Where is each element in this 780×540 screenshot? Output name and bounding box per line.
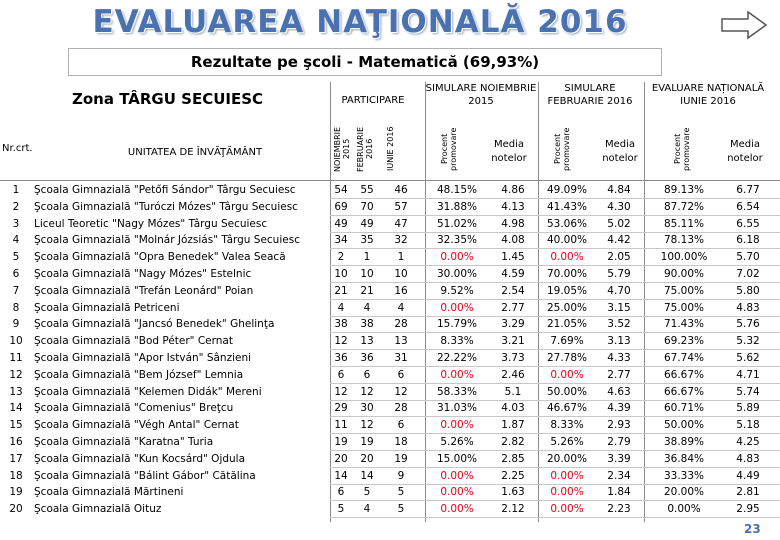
header-februarie: FEBRUARIE 2016 [356,126,374,172]
cell-pr3: 78.13% [663,234,705,247]
cell-p2: 14 [360,469,374,482]
cell-pr3: 60.71% [663,402,705,415]
cell-p1: 2 [337,251,345,264]
header-noiembrie: NOIEMBRIE 2015 [333,126,351,172]
cell-pr3: 20.00% [663,486,705,499]
cell-p3: 10 [394,267,408,280]
cell-m3: 6.18 [736,234,760,247]
cell-school: Şcoala Gimnazială "Végh Antal" Cernat [34,419,239,432]
cell-nr: 19 [9,486,23,499]
cell-m3: 2.81 [736,486,760,499]
cell-nr: 20 [9,503,23,516]
cell-m2: 4.70 [607,284,631,297]
table-row [0,333,780,350]
cell-p1: 4 [337,301,345,314]
cell-nr: 5 [12,251,20,264]
cell-p3: 32 [394,234,408,247]
cell-m2: 3.15 [607,301,631,314]
cell-pr3: 66.67% [663,368,705,381]
cell-m3: 4.83 [736,452,760,465]
table-row [0,283,780,300]
cell-m1: 2.12 [501,503,525,516]
cell-pr3: 100.00% [660,251,708,264]
cell-p2: 49 [360,217,374,230]
cell-school: Şcoala Gimnazială "Karatna" Turia [34,435,214,448]
cell-pr3: 75.00% [663,284,705,297]
cell-m2: 4.33 [607,351,631,364]
cell-p1: 54 [334,184,348,196]
cell-p2: 19 [360,435,374,448]
cell-nr: 11 [9,351,23,364]
table-row [0,300,780,317]
cell-m1: 4.86 [501,184,525,196]
cell-pr3: 50.00% [663,419,705,432]
cell-p2: 55 [360,184,374,196]
cell-m1: 1.45 [501,251,525,264]
cell-p1: 6 [337,486,345,499]
cell-pr3: 33.33% [663,469,705,482]
header-simulare-februarie: SIMULARE FEBRUARIE 2016 [547,83,633,107]
cell-school: Şcoala Gimnazială "Jancsó Benedek" Ghelinţa [34,318,275,331]
cell-p3: 13 [394,335,408,348]
cell-pr1: 0.00% [440,419,474,432]
cell-p3: 1 [397,251,405,264]
cell-m3: 4.49 [736,469,760,482]
cell-m1: 2.46 [501,368,525,381]
cell-m1: 3.21 [501,335,525,348]
cell-m2: 5.02 [607,217,631,230]
cell-nr: 9 [12,318,20,331]
cell-p1: 36 [334,351,348,364]
cell-m2: 2.23 [607,503,631,516]
cell-m1: 2.54 [501,284,525,297]
cell-pr1: 15.79% [436,318,478,331]
cell-school: Şcoala Gimnazială "Turóczi Mózes" Târgu Secuiesc [34,200,298,213]
row-divider [330,517,780,518]
cell-school: Şcoala Gimnazială "Kelemen Didák" Mereni [34,385,262,398]
cell-pr2: 0.00% [550,251,584,264]
cell-pr2: 0.00% [550,368,584,381]
cell-p1: 10 [334,267,348,280]
cell-school: Şcoala Gimnazială "Comenius" Breţcu [34,402,234,415]
table-row [0,417,780,434]
cell-school: Şcoala Gimnazială "Molnár Józsiás" Târgu Secuiesc [34,234,300,247]
cell-m3: 5.80 [736,284,760,297]
cell-nr: 16 [9,435,23,448]
cell-pr3: 71.43% [663,318,705,331]
cell-p1: 11 [334,419,348,432]
cell-m1: 1.87 [501,419,525,432]
cell-p3: 5 [397,486,405,499]
cell-m2: 5.79 [607,267,631,280]
cell-pr3: 38.89% [663,435,705,448]
cell-m3: 4.83 [736,301,760,314]
cell-p2: 4 [363,301,371,314]
cell-p3: 28 [394,402,408,415]
cell-p2: 6 [363,368,371,381]
cell-p3: 9 [397,469,405,482]
table-row [0,182,780,199]
cell-school: Şcoala Gimnazială "Bem József" Lemnia [34,368,244,381]
cell-m1: 4.59 [501,267,525,280]
cell-nr: 3 [12,217,20,230]
cell-nr: 14 [9,402,23,415]
cell-p1: 21 [334,284,348,297]
cell-nr: 1 [12,184,20,196]
cell-p1: 20 [334,452,348,465]
cell-pr1: 31.03% [436,402,478,415]
cell-m1: 4.98 [501,217,525,230]
cell-m3: 5.74 [736,385,760,398]
cell-pr1: 32.35% [436,234,478,247]
cell-p2: 38 [360,318,374,331]
cell-pr2: 46.67% [546,402,588,415]
cell-m3: 5.32 [736,335,760,348]
cell-m2: 3.13 [607,335,631,348]
table-row [0,199,780,216]
cell-pr1: 30.00% [436,267,478,280]
cell-pr2: 21.05% [546,318,588,331]
cell-pr3: 67.74% [663,351,705,364]
cell-m1: 4.08 [501,234,525,247]
cell-pr3: 36.84% [663,452,705,465]
cell-p3: 6 [397,419,405,432]
header-evaluare-nationala: EVALUARE NAȚIONALĂ IUNIE 2016 [651,83,765,107]
cell-school: Şcoala Gimnazială "Bod Péter" Cernat [34,335,233,348]
cell-nr: 15 [9,419,23,432]
cell-m3: 6.55 [736,217,760,230]
cell-pr1: 0.00% [440,301,474,314]
cell-pr2: 25.00% [546,301,588,314]
cell-pr2: 19.05% [546,284,588,297]
cell-pr1: 8.33% [440,335,474,348]
cell-pr1: 48.15% [436,184,478,196]
results-table [0,182,780,518]
cell-pr1: 31.88% [436,200,478,213]
header-nr-crt: Nr.crt. [2,143,33,154]
cell-school: Liceul Teoretic "Nagy Mózes" Târgu Secuiesc [34,217,268,230]
cell-p3: 19 [394,452,408,465]
cell-m1: 5.1 [504,385,522,398]
cell-pr2: 0.00% [550,503,584,516]
cell-p3: 57 [394,200,408,213]
cell-m2: 2.77 [607,368,631,381]
cell-nr: 12 [9,368,23,381]
cell-pr2: 53.06% [546,217,588,230]
next-arrow-icon[interactable] [720,10,768,40]
cell-p1: 29 [334,402,348,415]
cell-p1: 34 [334,234,348,247]
cell-p1: 49 [334,217,348,230]
cell-school: Şcoala Gimnazială "Apor István" Sânzieni [34,351,252,364]
cell-m3: 5.76 [736,318,760,331]
cell-p3: 28 [394,318,408,331]
page-title: EVALUAREA NAŢIONALĂ 2016 [92,4,628,40]
cell-m1: 4.03 [501,402,525,415]
cell-m2: 4.84 [607,184,631,196]
cell-p1: 5 [337,503,345,516]
cell-pr2: 40.00% [546,234,588,247]
cell-p2: 70 [360,200,374,213]
cell-p2: 12 [360,385,374,398]
table-row [0,468,780,485]
cell-pr3: 75.00% [663,301,705,314]
cell-pr2: 5.26% [550,435,584,448]
cell-p2: 35 [360,234,374,247]
cell-p1: 12 [334,335,348,348]
cell-p1: 12 [334,385,348,398]
cell-pr1: 0.00% [440,251,474,264]
cell-m1: 2.77 [501,301,525,314]
cell-pr1: 0.00% [440,368,474,381]
cell-nr: 18 [9,469,23,482]
cell-nr: 17 [9,452,23,465]
cell-m3: 5.70 [736,251,760,264]
cell-p3: 46 [394,184,408,196]
cell-p1: 6 [337,368,345,381]
header-procent-2: Procent promovare [553,127,571,171]
header-procent-1: Procent promovare [440,127,458,171]
cell-m3: 5.89 [736,402,760,415]
cell-p2: 20 [360,452,374,465]
cell-m2: 1.84 [607,486,631,499]
cell-pr1: 15.00% [436,452,478,465]
cell-m3: 4.71 [736,368,760,381]
cell-pr2: 7.69% [550,335,584,348]
cell-p2: 13 [360,335,374,348]
cell-p2: 30 [360,402,374,415]
cell-nr: 13 [9,385,23,398]
cell-p3: 12 [394,385,408,398]
table-row [0,434,780,451]
cell-p3: 4 [397,301,405,314]
cell-pr2: 41.43% [546,200,588,213]
header-procent-3: Procent promovare [673,127,691,171]
table-row [0,350,780,367]
cell-m3: 5.18 [736,419,760,432]
cell-m1: 2.82 [501,435,525,448]
cell-pr1: 0.00% [440,486,474,499]
cell-pr2: 27.78% [546,351,588,364]
cell-school: Şcoala Gimnazială Petriceni [34,301,180,314]
cell-m2: 2.93 [607,419,631,432]
table-row [0,216,780,233]
cell-pr2: 20.00% [546,452,588,465]
cell-pr2: 70.00% [546,267,588,280]
cell-pr1: 9.52% [440,284,474,297]
cell-m3: 2.95 [736,503,760,516]
table-row [0,451,780,468]
cell-school: Şcoala Gimnazială "Nagy Mózes" Estelnic [34,267,252,280]
cell-school: Şcoala Gimnazială Oituz [34,503,162,516]
cell-p3: 5 [397,503,405,516]
cell-pr1: 22.22% [436,351,478,364]
cell-m2: 4.42 [607,234,631,247]
cell-nr: 8 [12,301,20,314]
cell-m3: 7.02 [736,267,760,280]
cell-m3: 6.77 [736,184,760,196]
cell-m3: 5.62 [736,351,760,364]
cell-nr: 6 [12,267,20,280]
cell-nr: 10 [9,335,23,348]
cell-p2: 10 [360,267,374,280]
cell-m2: 4.39 [607,402,631,415]
cell-p1: 14 [334,469,348,482]
cell-pr3: 66.67% [663,385,705,398]
cell-pr1: 0.00% [440,469,474,482]
cell-school: Şcoala Gimnazială "Opra Benedek" Valea Seacă [34,251,286,264]
cell-p3: 18 [394,435,408,448]
cell-m2: 2.79 [607,435,631,448]
cell-p1: 38 [334,318,348,331]
cell-school: Şcoala Gimnazială "Petőfi Sándor" Târgu Secuiesc [34,184,296,196]
table-row [0,266,780,283]
cell-p3: 6 [397,368,405,381]
cell-pr2: 0.00% [550,486,584,499]
cell-pr3: 87.72% [663,200,705,213]
cell-p3: 47 [394,217,408,230]
cell-m1: 2.85 [501,452,525,465]
cell-m2: 2.05 [607,251,631,264]
cell-p2: 4 [363,503,371,516]
table-row [0,400,780,417]
cell-m2: 4.30 [607,200,631,213]
table-row [0,249,780,266]
cell-m1: 3.73 [501,351,525,364]
cell-p3: 16 [394,284,408,297]
cell-pr2: 50.00% [546,385,588,398]
cell-pr2: 49.09% [546,184,588,196]
cell-pr3: 85.11% [663,217,705,230]
header-divider [0,180,780,181]
cell-pr1: 51.02% [436,217,478,230]
cell-pr2: 0.00% [550,469,584,482]
cell-p2: 36 [360,351,374,364]
cell-school: Şcoala Gimnazială "Trefán Leonárd" Poian [34,284,254,297]
table-row [0,384,780,401]
cell-p2: 21 [360,284,374,297]
cell-p2: 5 [363,486,371,499]
cell-nr: 2 [12,200,20,213]
cell-pr3: 69.23% [663,335,705,348]
cell-m1: 2.25 [501,469,525,482]
header-simulare-noiembrie: SIMULARE NOIEMBRIE 2015 [425,83,537,107]
cell-m2: 2.34 [607,469,631,482]
header-media-2: Media notelor [602,139,638,164]
table-row [0,232,780,249]
cell-p3: 31 [394,351,408,364]
table-row [0,316,780,333]
header-participare: PARTICIPARE [341,95,405,106]
cell-pr1: 5.26% [440,435,474,448]
table-row [0,484,780,501]
cell-pr2: 8.33% [550,419,584,432]
cell-school: Şcoala Gimnazială Mărtineni [34,486,184,499]
header-media-1: Media notelor [491,139,527,164]
cell-pr1: 58.33% [436,385,478,398]
cell-p2: 1 [363,251,371,264]
cell-pr3: 0.00% [667,503,701,516]
cell-m2: 4.63 [607,385,631,398]
cell-m1: 3.29 [501,318,525,331]
cell-school: Şcoala Gimnazială "Kun Kocsárd" Ojdula [34,452,246,465]
table-row [0,501,780,518]
cell-m3: 4.25 [736,435,760,448]
table-row [0,367,780,384]
cell-pr3: 90.00% [663,267,705,280]
cell-m1: 4.13 [501,200,525,213]
cell-nr: 7 [12,284,20,297]
cell-m2: 3.52 [607,318,631,331]
cell-p1: 69 [334,200,348,213]
cell-p1: 19 [334,435,348,448]
cell-m2: 3.39 [607,452,631,465]
cell-p2: 12 [360,419,374,432]
zone-label: Zona TÂRGU SECUIESC [72,90,264,108]
cell-school: Şcoala Gimnazială "Bálint Gábor" Cătălina [34,469,256,482]
cell-pr3: 89.13% [663,184,705,196]
cell-m1: 1.63 [501,486,525,499]
cell-m3: 6.54 [736,200,760,213]
header-media-3: Media notelor [727,139,763,164]
header-unitatea: UNITATEA DE ÎNVĂŢĂMÂNT [127,147,263,158]
page-number: 23 [744,522,761,536]
cell-pr1: 0.00% [440,503,474,516]
header-iunie: IUNIE 2016 [386,126,395,172]
subtitle: Rezultate pe şcoli - Matematică (69,93%) [68,48,662,76]
cell-nr: 4 [12,234,20,247]
